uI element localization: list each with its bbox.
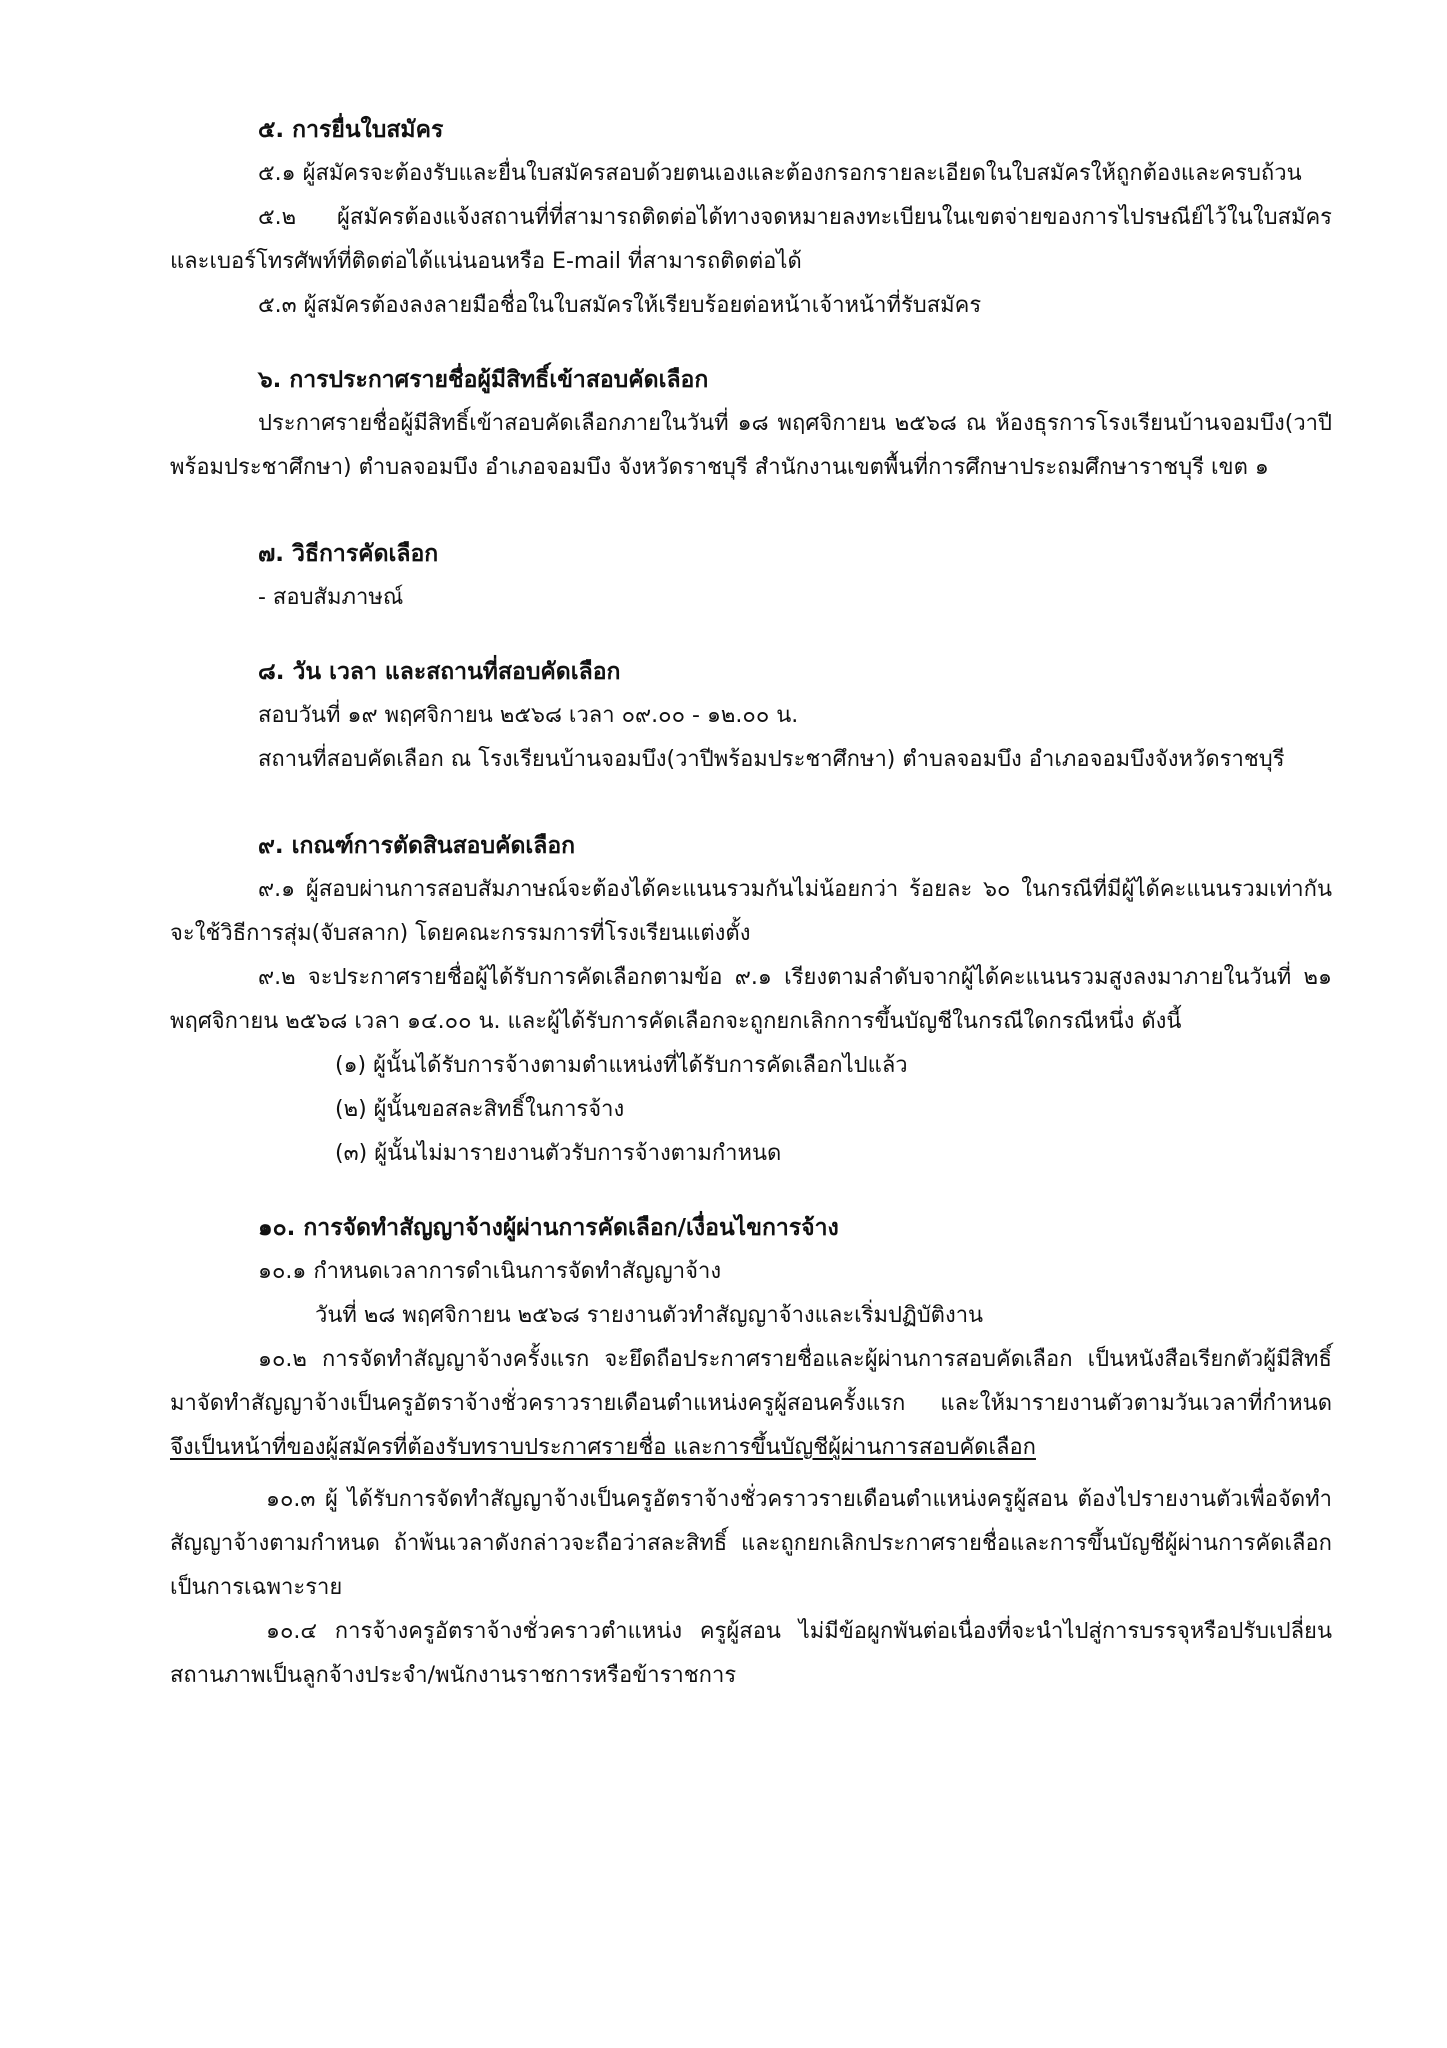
spacer xyxy=(170,782,1332,824)
section-8-heading: ๘. วัน เวลา และสถานที่สอบคัดเลือก xyxy=(258,659,621,685)
spacer xyxy=(170,490,1332,532)
section-6-candidate-list-announcement xyxy=(170,358,1332,490)
item-10-4: ๑๐.๔ การจ้างครูอัตราจ้างชั่วคราวตำแหน่ง ครูผู้สอน ไม่มีข้อผูกพันต่อเนื่องที่จะนำไปสู่การบรรจุหรือปรับเปลี่ยนสถานภาพเป็นลูกจ้างประจำ/พนักงานราชการหรือข้าราชการ xyxy=(170,1619,1332,1688)
item-10-2-text: ๑๐.๒ การจัดทำสัญญาจ้างครั้งแรก จะยึดถือประกาศรายชื่อและผู้ผ่านการสอบคัดเลือก เป็นหนังสือเรียกตัวผู้มีสิทธิ์มาจัดทำสัญญาจ้างเป็นครูอัตราจ้างชั่วคราวรายเดือนตำแหน่งครูผู้สอนครั้งแรก และให้มารายงานตัวตามวันเวลาที่กำหนด xyxy=(170,1347,1332,1416)
item-8-exam-place: สถานที่สอบคัดเลือก ณ โรงเรียนบ้านจอมบึง(วาปีพร้อมประชาศึกษา) ตำบลจอมบึง อำเภอจอมบึงจังหวัดราชบุรี xyxy=(258,747,1285,772)
section-5-application-submission xyxy=(170,108,1332,328)
item-10-2-underlined-notice: จึงเป็นหน้าที่ของผู้สมัครที่ต้องรับทราบประกาศรายชื่อ และการขึ้นบัญชีผู้ผ่านการสอบคัดเลือก xyxy=(170,1435,1036,1460)
item-9-1: ๙.๑ ผู้สอบผ่านการสอบสัมภาษณ์จะต้องได้คะแนนรวมกันไม่น้อยกว่า ร้อยละ ๖๐ ในกรณีที่มีผู้ได้คะแนนรวมเท่ากันจะใช้วิธีการสุ่ม(จับสลาก) โดยคณะกรรมการที่โรงเรียนแต่งตั้ง xyxy=(170,877,1332,946)
item-10-1: ๑๐.๑ กำหนดเวลาการดำเนินการจัดทำสัญญาจ้าง xyxy=(258,1259,722,1284)
item-6-body: ประกาศรายชื่อผู้มีสิทธิ์เข้าสอบคัดเลือกภายในวันที่ ๑๘ พฤศจิกายน ๒๕๖๘ ณ ห้องธุรการโรงเรียนบ้านจอมบึง(วาปีพร้อมประชาศึกษา) ตำบลจอมบึง อำเภอจอมบึง จังหวัดราชบุรี สำนักงานเขตพื้นที่การศึกษาประถมศึกษาราชบุรี เขต ๑ xyxy=(170,411,1332,480)
item-9-2-case-1: (๑) ผู้นั้นได้รับการจ้างตามตำแหน่งที่ได้รับการคัดเลือกไปแล้ว xyxy=(335,1053,908,1078)
item-8-exam-date: สอบวันที่ ๑๙ พฤศจิกายน ๒๕๖๘ เวลา ๐๙.๐๐ - ๑๒.๐๐ น. xyxy=(258,703,799,728)
spacer xyxy=(170,328,1332,358)
section-10-employment-contract xyxy=(170,1206,1332,1698)
spacer xyxy=(170,1470,1332,1478)
section-7-selection-method xyxy=(170,532,1332,620)
item-5-1: ๕.๑ ผู้สมัครจะต้องรับและยื่นใบสมัครสอบด้วยตนเองและต้องกรอกรายละเอียดในใบสมัครให้ถูกต้องและครบถ้วน xyxy=(258,161,1302,186)
item-9-2-case-3: (๓) ผู้นั้นไม่มารายงานตัวรับการจ้างตามกำหนด xyxy=(335,1141,782,1166)
section-8-exam-date-time-place xyxy=(170,650,1332,782)
document-page xyxy=(170,108,1332,1698)
section-9-judging-criteria xyxy=(170,824,1332,1176)
item-10-1-detail: วันที่ ๒๘ พฤศจิกายน ๒๕๖๘ รายงานตัวทำสัญญาจ้างและเริ่มปฏิบัติงาน xyxy=(315,1303,984,1328)
item-7-interview: - สอบสัมภาษณ์ xyxy=(258,585,404,610)
section-9-heading: ๙. เกณฑ์การตัดสินสอบคัดเลือก xyxy=(258,833,576,859)
section-10-heading: ๑๐. การจัดทำสัญญาจ้างผู้ผ่านการคัดเลือก/เงื่อนไขการจ้าง xyxy=(258,1215,839,1241)
spacer xyxy=(170,1176,1332,1206)
item-9-2: ๙.๒ จะประกาศรายชื่อผู้ได้รับการคัดเลือกตามข้อ ๙.๑ เรียงตามลำดับจากผู้ได้คะแนนรวมสูงลงมาภายในวันที่ ๒๑ พฤศจิกายน ๒๕๖๘ เวลา ๑๔.๐๐ น. และผู้ได้รับการคัดเลือกจะถูกยกเลิกการขึ้นบัญชีในกรณีใดกรณีหนึ่ง ดังนี้ xyxy=(170,965,1332,1034)
item-9-2-case-2: (๒) ผู้นั้นขอสละสิทธิ์ในการจ้าง xyxy=(335,1097,625,1122)
item-10-2 xyxy=(170,1338,1332,1470)
section-6-heading: ๖. การประกาศรายชื่อผู้มีสิทธิ์เข้าสอบคัดเลือก xyxy=(258,367,709,393)
section-5-heading: ๕. การยื่นใบสมัคร xyxy=(258,117,444,143)
item-5-3: ๕.๓ ผู้สมัครต้องลงลายมือชื่อในใบสมัครให้เรียบร้อยต่อหน้าเจ้าหน้าที่รับสมัคร xyxy=(258,293,982,318)
item-10-3: ๑๐.๓ ผู้ ได้รับการจัดทำสัญญาจ้างเป็นครูอัตราจ้างชั่วคราวรายเดือนตำแหน่งครูผู้สอน ต้องไปรายงานตัวเพื่อจัดทำสัญญาจ้างตามกำหนด ถ้าพ้นเวลาดังกล่าวจะถือว่าสละสิทธิ์ และถูกยกเลิกประกาศรายชื่อและการขึ้นบัญชีผู้ผ่านการคัดเลือกเป็นการเฉพาะราย xyxy=(170,1487,1332,1600)
section-7-heading: ๗. วิธีการคัดเลือก xyxy=(258,541,439,567)
spacer xyxy=(170,620,1332,650)
item-5-2: ๕.๒ ผู้สมัครต้องแจ้งสถานที่ที่สามารถติดต่อได้ทางจดหมายลงทะเบียนในเขตจ่ายของการไปรษณีย์ไว้ในใบสมัคร และเบอร์โทรศัพท์ที่ติดต่อได้แน่นอนหรือ E-mail ที่สามารถติดต่อได้ xyxy=(170,205,1332,274)
